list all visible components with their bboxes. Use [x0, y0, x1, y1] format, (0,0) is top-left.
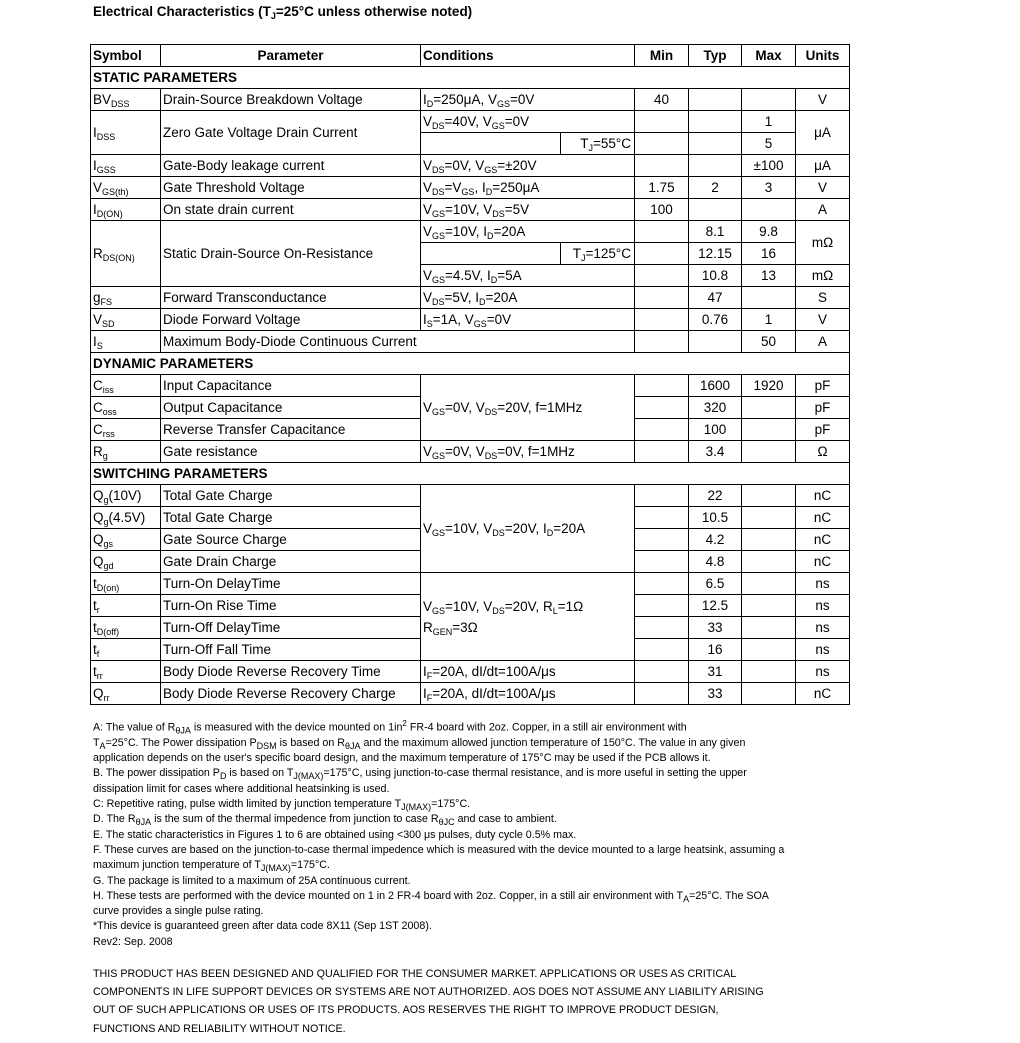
- note-a-line2: $T_A=25^\circ C$. The Power dissipation $P_{DSM}$ is based on $R_{\theta JA}$ and the maximum allowed junction temperature of 150°C. The value in any given: [93, 736, 746, 751]
- conditions: [421, 243, 561, 265]
- parameter: Drain-Source Breakdown Voltage: [161, 89, 421, 111]
- max: [742, 573, 796, 595]
- conditions: $V_{DS}=0V$, $V_{GS}=\pm 20V$: [421, 155, 635, 177]
- typ: 1600: [689, 375, 742, 397]
- min: [635, 639, 689, 661]
- conditions: $I_F=20A$, dI/dt=100A/μs: [421, 661, 635, 683]
- typ: [689, 199, 742, 221]
- note-e: E. The static characteristics in Figures 1 to 6 are obtained using <300 μs pulses, duty cycle 0.5% max.: [93, 828, 577, 841]
- parameter: Turn-Off DelayTime: [161, 617, 421, 639]
- symbol: $I_S$: [91, 331, 161, 353]
- max: [742, 441, 796, 463]
- min: [635, 595, 689, 617]
- min: [635, 507, 689, 529]
- note-h-line2: curve provides a single pulse rating.: [93, 905, 264, 918]
- symbol: $Q_{rr}$: [91, 683, 161, 705]
- table-row: [91, 375, 850, 397]
- units: nC: [796, 683, 850, 705]
- typ: 8.1: [689, 221, 742, 243]
- symbol: $V_{GS(th)}$: [91, 177, 161, 199]
- typ: [689, 155, 742, 177]
- max: [742, 397, 796, 419]
- units: mΩ: [796, 221, 850, 265]
- typ: 4.2: [689, 529, 742, 551]
- parameter: Output Capacitance: [161, 397, 421, 419]
- symbol: $I_{DSS}$: [91, 111, 161, 155]
- min: [635, 529, 689, 551]
- typ: 320: [689, 397, 742, 419]
- revision: Rev2: Sep. 2008: [93, 935, 173, 948]
- units: μA: [796, 155, 850, 177]
- symbol: $C_{iss}$: [91, 375, 161, 397]
- min: [635, 243, 689, 265]
- symbol: $R_g$: [91, 441, 161, 463]
- footnotes: [93, 716, 853, 950]
- units: pF: [796, 375, 850, 397]
- typ: 12.5: [689, 595, 742, 617]
- parameter: Input Capacitance: [161, 375, 421, 397]
- units: nC: [796, 507, 850, 529]
- typ: 10.8: [689, 265, 742, 287]
- parameter: Forward Transconductance: [161, 287, 421, 309]
- typ: 12.15: [689, 243, 742, 265]
- typ: 33: [689, 683, 742, 705]
- typ: 47: [689, 287, 742, 309]
- units: μA: [796, 111, 850, 155]
- conditions: $V_{DS}=40V$, $V_{GS}=0V$: [421, 111, 635, 133]
- conditions: $I_S=1A$, $V_{GS}=0V$: [421, 309, 635, 331]
- table-row: [91, 485, 850, 507]
- parameter: Total Gate Charge: [161, 507, 421, 529]
- units: ns: [796, 595, 850, 617]
- max: [742, 639, 796, 661]
- symbol: $Q_{gs}$: [91, 529, 161, 551]
- table-row: [91, 89, 850, 111]
- symbol: $t_r$: [91, 595, 161, 617]
- table-row: [91, 441, 850, 463]
- typ: 31: [689, 661, 742, 683]
- max: 16: [742, 243, 796, 265]
- symbol: $g_{FS}$: [91, 287, 161, 309]
- typ: 22: [689, 485, 742, 507]
- units: nC: [796, 551, 850, 573]
- parameter: Gate Source Charge: [161, 529, 421, 551]
- units: pF: [796, 419, 850, 441]
- symbol: $Q_g(10V)$: [91, 485, 161, 507]
- units: S: [796, 287, 850, 309]
- min: 100: [635, 199, 689, 221]
- min: [635, 485, 689, 507]
- units: nC: [796, 529, 850, 551]
- max: 5: [742, 133, 796, 155]
- note-h-line1: H. These tests are performed with the device mounted on 1 in 2 FR-4 board with 2oz. Copper, in a still air environment with $T_A=25^\circ C$. The SOA: [93, 889, 769, 904]
- min: [635, 441, 689, 463]
- typ: [689, 331, 742, 353]
- units: V: [796, 89, 850, 111]
- max: 50: [742, 331, 796, 353]
- parameter: Reverse Transfer Capacitance: [161, 419, 421, 441]
- parameter: Zero Gate Voltage Drain Current: [161, 111, 421, 155]
- note-a-line1: A: The value of $R_{\theta JA}$ is measured with the device mounted on $1in^2$ FR-4 board with 2oz. Copper, in a still air environment with: [93, 719, 687, 736]
- parameter: Gate-Body leakage current: [161, 155, 421, 177]
- table-row: [91, 573, 850, 595]
- min: [635, 375, 689, 397]
- min: [635, 221, 689, 243]
- min: [635, 617, 689, 639]
- conditions: $V_{DS}=V_{GS}$, $I_D=250\mu A$: [421, 177, 635, 199]
- section-static: STATIC PARAMETERS: [91, 67, 850, 89]
- note-g: G. The package is limited to a maximum of 25A continuous current.: [93, 874, 411, 887]
- conditions: $V_{GS}=0V$, $V_{DS}=0V$, f=1MHz: [421, 441, 635, 463]
- table-row: [91, 331, 850, 353]
- min: [635, 133, 689, 155]
- units: Ω: [796, 441, 850, 463]
- units: ns: [796, 661, 850, 683]
- parameter: Diode Forward Voltage: [161, 309, 421, 331]
- max: [742, 507, 796, 529]
- typ: [689, 89, 742, 111]
- max: [742, 551, 796, 573]
- parameter: Gate resistance: [161, 441, 421, 463]
- max: [742, 683, 796, 705]
- max: 1: [742, 309, 796, 331]
- section-row: [91, 67, 850, 89]
- parameter: Static Drain-Source On-Resistance: [161, 221, 421, 287]
- col-symbol: Symbol: [91, 45, 161, 67]
- note-f-line2: maximum junction temperature of $T_{J(MAX)}=175^\circ C$.: [93, 859, 330, 874]
- min: [635, 331, 689, 353]
- electrical-characteristics-table: [90, 44, 850, 705]
- typ: 3.4: [689, 441, 742, 463]
- min: 1.75: [635, 177, 689, 199]
- table-row: [91, 111, 850, 133]
- symbol: $t_f$: [91, 639, 161, 661]
- max: 3: [742, 177, 796, 199]
- note-green: *This device is guaranteed green after data code 8X11 (Sep 1ST 2008).: [93, 920, 432, 933]
- max: [742, 617, 796, 639]
- symbol: $Q_g(4.5V)$: [91, 507, 161, 529]
- conditions: $V_{GS}=10V$, $V_{DS}=5V$: [421, 199, 635, 221]
- symbol: $BV_{DSS}$: [91, 89, 161, 111]
- table-row: [91, 309, 850, 331]
- conditions: $V_{GS}=4.5V$, $I_D=5A$: [421, 265, 635, 287]
- symbol: $R_{DS(ON)}$: [91, 221, 161, 287]
- max: [742, 485, 796, 507]
- symbol: $t_{D(on)}$: [91, 573, 161, 595]
- disclaimer-line: FUNCTIONS AND RELIABILITY WITHOUT NOTICE.: [93, 1022, 346, 1035]
- parameter: Gate Drain Charge: [161, 551, 421, 573]
- min: [635, 111, 689, 133]
- min: [635, 155, 689, 177]
- disclaimer-line: COMPONENTS IN LIFE SUPPORT DEVICES OR SYSTEMS ARE NOT AUTHORIZED. AOS DOES NOT ASSUME ANY LIABILITY ARISING: [93, 986, 764, 999]
- min: [635, 661, 689, 683]
- col-parameter: Parameter: [161, 45, 421, 67]
- conditions: $I_F=20A$, dI/dt=100A/μs: [421, 683, 635, 705]
- note-f-line1: F. These curves are based on the junction-to-case thermal impedence which is measured with the device mounted to a large heatsink, assuming a: [93, 843, 785, 856]
- note-b-line1: B. The power dissipation $P_D$ is based on $T_{J(MAX)}=175^\circ C$, using junction-to-case thermal resistance, and is more useful in setting the upper: [93, 767, 747, 782]
- typ: 0.76: [689, 309, 742, 331]
- symbol: $C_{rss}$: [91, 419, 161, 441]
- typ: 100: [689, 419, 742, 441]
- symbol: $Q_{gd}$: [91, 551, 161, 573]
- max: ±100: [742, 155, 796, 177]
- note-a-line3: application depends on the user's specific board design, and the maximum temperature of 175°C may be used if the PCB allows it.: [93, 752, 711, 765]
- conditions-tj: $T_J=55^\circ C$: [561, 133, 635, 155]
- table-row: [91, 683, 850, 705]
- conditions: $V_{GS}=0V$, $V_{DS}=20V$, f=1MHz: [421, 375, 635, 441]
- min: [635, 397, 689, 419]
- conditions: $V_{GS}=10V$, $V_{DS}=20V$, $I_D=20A$: [421, 485, 635, 573]
- max: [742, 529, 796, 551]
- section-row: [91, 353, 850, 375]
- max: [742, 199, 796, 221]
- max: [742, 89, 796, 111]
- parameter: Gate Threshold Voltage: [161, 177, 421, 199]
- units: mΩ: [796, 265, 850, 287]
- max: 1: [742, 111, 796, 133]
- typ: [689, 133, 742, 155]
- parameter: Total Gate Charge: [161, 485, 421, 507]
- parameter: On state drain current: [161, 199, 421, 221]
- col-units: Units: [796, 45, 850, 67]
- max: [742, 661, 796, 683]
- max: 13: [742, 265, 796, 287]
- units: ns: [796, 573, 850, 595]
- table-row: [91, 177, 850, 199]
- units: V: [796, 177, 850, 199]
- conditions: [421, 133, 561, 155]
- table-row: [91, 199, 850, 221]
- conditions-tj: $T_J=125^\circ C$: [561, 243, 635, 265]
- parameter: Turn-On Rise Time: [161, 595, 421, 617]
- note-c: C: Repetitive rating, pulse width limited by junction temperature $T_{J(MAX)}=175^\circ C$.: [93, 798, 471, 813]
- units: A: [796, 331, 850, 353]
- section-switching: SWITCHING PARAMETERS: [91, 463, 850, 485]
- symbol: $V_{SD}$: [91, 309, 161, 331]
- conditions: $V_{GS}=10V$, $V_{DS}=20V$, $R_L=1\Omega$ $R_{GEN}=3\Omega$: [421, 573, 635, 661]
- max: [742, 419, 796, 441]
- parameter: Body Diode Reverse Recovery Time: [161, 661, 421, 683]
- units: nC: [796, 485, 850, 507]
- parameter: Maximum Body-Diode Continuous Current: [161, 331, 635, 353]
- typ: 4.8: [689, 551, 742, 573]
- symbol: $I_{GSS}$: [91, 155, 161, 177]
- units: ns: [796, 639, 850, 661]
- section-dynamic: DYNAMIC PARAMETERS: [91, 353, 850, 375]
- table-row: [91, 661, 850, 683]
- table-row: [91, 221, 850, 243]
- max: [742, 287, 796, 309]
- units: pF: [796, 397, 850, 419]
- min: [635, 551, 689, 573]
- typ: 33: [689, 617, 742, 639]
- max: [742, 595, 796, 617]
- conditions: $V_{GS}=10V$, $I_D=20A$: [421, 221, 635, 243]
- disclaimer: [93, 965, 764, 1038]
- symbol: $C_{oss}$: [91, 397, 161, 419]
- col-min: Min: [635, 45, 689, 67]
- min: [635, 683, 689, 705]
- typ: 16: [689, 639, 742, 661]
- disclaimer-line: THIS PRODUCT HAS BEEN DESIGNED AND QUALIFIED FOR THE CONSUMER MARKET. APPLICATIONS OR USES AS CRITICAL: [93, 968, 737, 980]
- parameter: Turn-On DelayTime: [161, 573, 421, 595]
- note-d: D. The $R_{\theta JA}$ is the sum of the thermal impedence from junction to case $R_{\theta JC}$ and case to ambient.: [93, 813, 557, 828]
- col-conditions: Conditions: [421, 45, 635, 67]
- conditions: $I_D=250\mu A$, $V_{GS}=0V$: [421, 89, 635, 111]
- table-row: [91, 287, 850, 309]
- units: V: [796, 309, 850, 331]
- max: 1920: [742, 375, 796, 397]
- conditions: $V_{DS}=5V$, $I_D=20A$: [421, 287, 635, 309]
- typ: [689, 111, 742, 133]
- typ: 6.5: [689, 573, 742, 595]
- units: A: [796, 199, 850, 221]
- note-b-line2: dissipation limit for cases where additional heatsinking is used.: [93, 782, 390, 795]
- min: [635, 419, 689, 441]
- col-max: Max: [742, 45, 796, 67]
- typ: 2: [689, 177, 742, 199]
- symbol: $t_{D(off)}$: [91, 617, 161, 639]
- disclaimer-line: OUT OF SUCH APPLICATIONS OR USES OF ITS PRODUCTS. AOS RESERVES THE RIGHT TO IMPROVE PRODUCT DESIGN,: [93, 1004, 719, 1017]
- min: [635, 287, 689, 309]
- min: [635, 265, 689, 287]
- col-typ: Typ: [689, 45, 742, 67]
- parameter: Body Diode Reverse Recovery Charge: [161, 683, 421, 705]
- section-row: [91, 463, 850, 485]
- typ: 10.5: [689, 507, 742, 529]
- header-row: [91, 45, 850, 67]
- units: ns: [796, 617, 850, 639]
- page-title: Electrical Characteristics ($T_J=25^\circ C$ unless otherwise noted): [93, 4, 473, 21]
- min: 40: [635, 89, 689, 111]
- table-row: [91, 155, 850, 177]
- symbol: $I_{D(ON)}$: [91, 199, 161, 221]
- min: [635, 573, 689, 595]
- symbol: $t_{rr}$: [91, 661, 161, 683]
- max: 9.8: [742, 221, 796, 243]
- min: [635, 309, 689, 331]
- parameter: Turn-Off Fall Time: [161, 639, 421, 661]
